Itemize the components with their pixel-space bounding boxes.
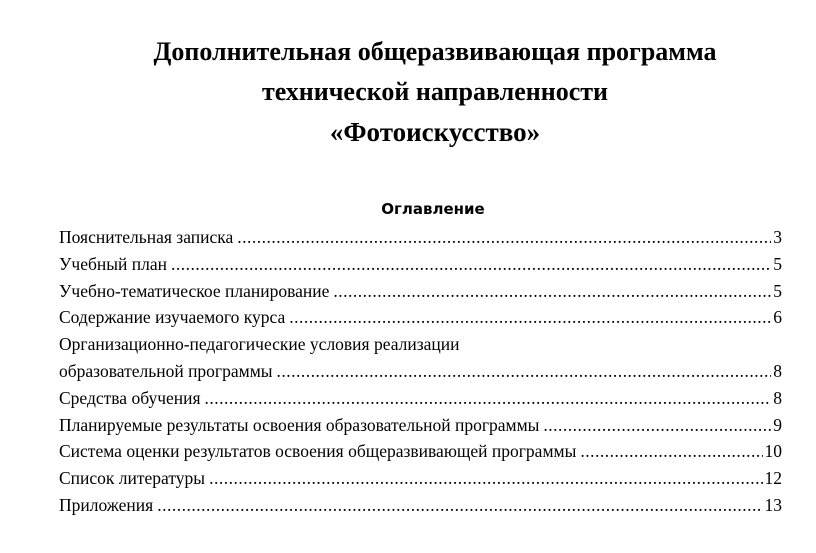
toc-entry-course-content[interactable] [59,304,782,331]
toc-entry-label: Учебный план [59,253,167,274]
toc-entry-educational-program[interactable] [59,358,782,385]
toc-entry-label: Учебно-тематическое планирование [59,280,330,301]
toc-entry-label: образовательной программы [59,360,273,381]
toc-entry-label: Пояснительная записка [59,227,234,247]
toc-entry-label: Приложения [59,494,154,515]
document-title-line-2: технической направленности [261,77,609,106]
toc-entry-page: 5 [773,280,782,301]
toc-dot-leader [277,358,772,385]
toc-dot-leader [237,224,771,251]
toc-entry-label: Организационно-педагогические условия реализации [59,334,460,355]
document-title-line-1: Дополнительная общеразвивающая программа [153,37,717,66]
toc-entry-appendices[interactable] [59,492,782,519]
toc-entry-page: 5 [773,253,782,274]
toc-entry-learning-tools[interactable] [59,385,782,412]
table-of-contents [59,224,782,519]
toc-entry-page: 13 [764,494,782,515]
toc-entry-label: Список литературы [59,468,206,489]
document-title-line-3: «Фотоискусство» [329,117,541,147]
toc-dot-leader [333,278,771,305]
toc-entry-page: 6 [773,307,782,328]
toc-entry-page: 12 [764,468,782,489]
toc-entry-label: Планируемые результаты освоения образовательной программы [59,414,540,435]
toc-entry-page: 9 [773,414,782,435]
toc-entry-study-plan[interactable] [59,251,782,278]
toc-dot-leader [289,304,771,331]
toc-heading: Оглавление [381,200,485,218]
toc-entry-planned-results[interactable] [59,412,782,439]
toc-dot-leader [205,385,772,412]
toc-entry-label: Содержание изучаемого курса [59,307,286,328]
toc-dot-leader [209,465,762,492]
toc-entry-explanatory-note[interactable] [59,224,782,251]
toc-dot-leader [171,251,771,278]
toc-dot-leader [543,412,771,439]
toc-entry-assessment-system[interactable] [59,438,782,465]
toc-entry-page: 10 [764,441,782,462]
toc-entry-page: 8 [773,360,782,381]
toc-entry-references[interactable] [59,465,782,492]
toc-entry-label: Система оценки результатов освоения общеразвивающей программы [59,441,577,462]
toc-entry-organizational-conditions[interactable] [59,331,782,358]
toc-entry-page: 8 [773,387,782,408]
toc-entry-label: Средства обучения [59,387,201,408]
toc-dot-leader [580,438,762,465]
toc-entry-thematic-planning[interactable] [59,278,782,305]
toc-dot-leader [157,492,762,519]
toc-entry-page: 3 [773,227,782,247]
